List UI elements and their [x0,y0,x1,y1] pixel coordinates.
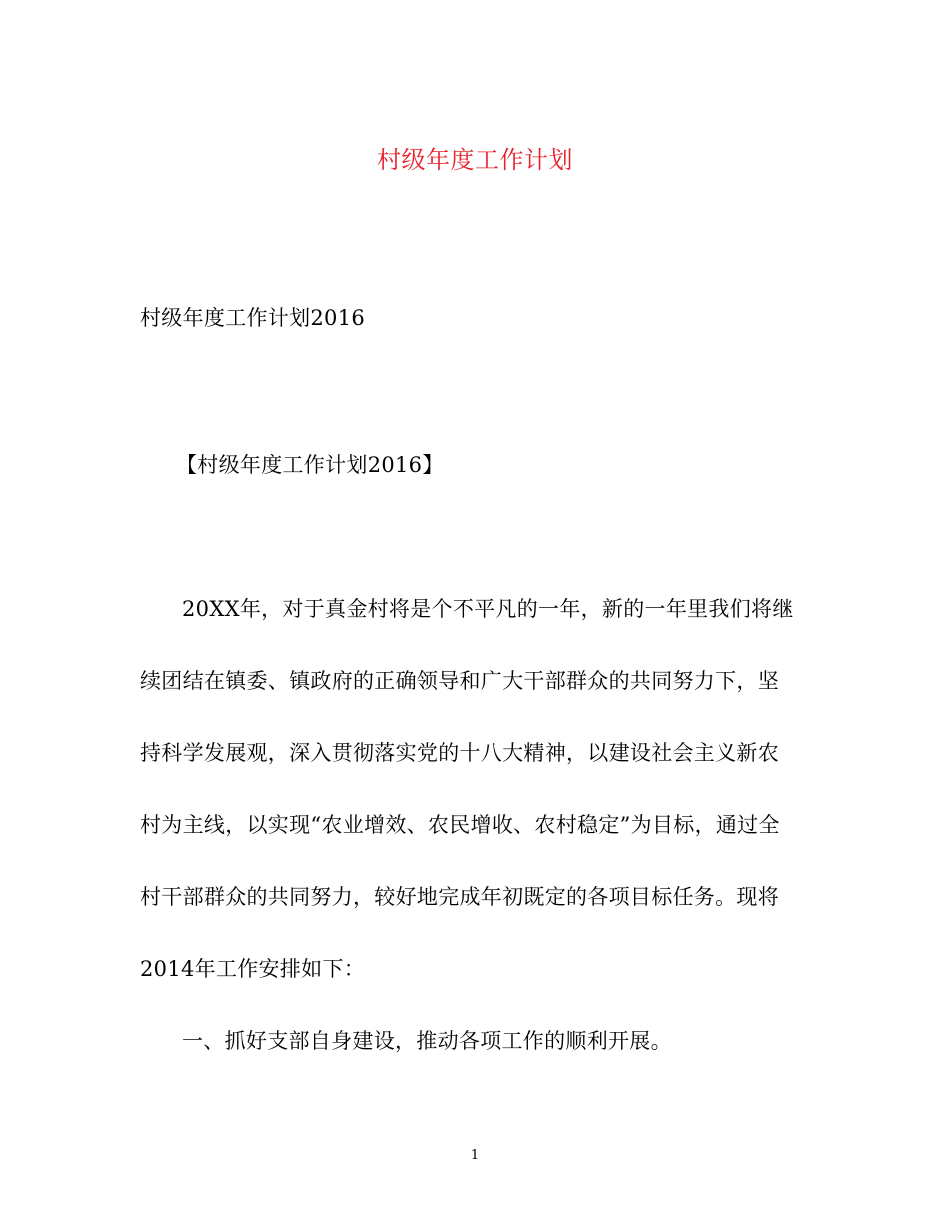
document-title: 村级年度工作计划 [377,146,573,174]
paragraph-line: 村为主线，以实现“农业增效、农民增收、农村稳定”为目标，通过全 [140,813,780,837]
paragraph-line: 续团结在镇委、镇政府的正确领导和广大干部群众的共同努力下，坚 [140,669,779,693]
paragraph-line: 20XX年，对于真金村将是个不平凡的一年，新的一年里我们将继 [182,597,794,621]
paragraph-line: 持科学发展观，深入贯彻落实党的十八大精神，以建设社会主义新农 [140,741,779,765]
paragraph-line: 村干部群众的共同努力，较好地完成年初既定的各项目标任务。现将 [140,885,779,909]
bracket-heading: 【村级年度工作计划2016】 [176,453,444,477]
section-heading: 一、抓好支部自身建设，推动各项工作的顺利开展。 [182,1029,672,1053]
document-subtitle: 村级年度工作计划2016 [140,306,366,330]
paragraph-line: 2014年工作安排如下： [140,957,366,981]
page-number: 1 [470,1148,480,1163]
